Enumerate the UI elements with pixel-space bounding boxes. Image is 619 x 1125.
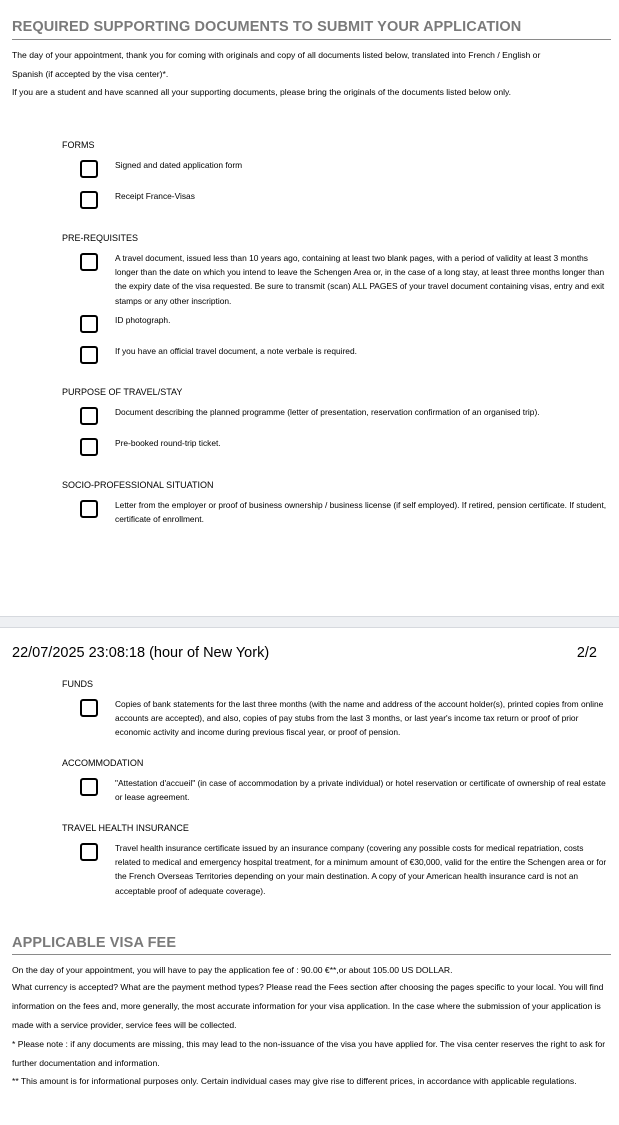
intro-line-2: Spanish (if accepted by the visa center)*. (12, 69, 169, 79)
checklist-item-label: Pre-booked round-trip ticket. (115, 438, 221, 448)
document-page-2 (0, 628, 619, 1125)
checkbox-id-photograph[interactable] (80, 315, 98, 333)
fee-paragraph-informational: ** This amount is for informational purposes only. Certain individual cases may give rise to different prices, in accordance with applicable regulations. (12, 1076, 577, 1086)
section-heading-forms: FORMS (62, 140, 95, 150)
checkbox-receipt-france-visas[interactable] (80, 191, 98, 209)
checkbox-planned-programme[interactable] (80, 407, 98, 425)
checkbox-application-form[interactable] (80, 160, 98, 178)
page-title: REQUIRED SUPPORTING DOCUMENTS TO SUBMIT YOUR APPLICATION (12, 19, 522, 35)
checkbox-bank-statements[interactable] (80, 699, 98, 717)
checkbox-round-trip-ticket[interactable] (80, 438, 98, 456)
timestamp: 22/07/2025 23:08:18 (hour of New York) (12, 645, 270, 661)
checklist-item-label: Letter from the employer or proof of business ownership / business license (if self employed). If retired, pension certificate. If student, certificate of enrollment. (115, 500, 607, 525)
intro-line-1: The day of your appointment, thank you for coming with originals and copy of all documents listed below, translated into French / English or (12, 50, 541, 60)
checklist-item-label: Copies of bank statements for the last three months (with the name and address of the account holder(s), printed copies from online accounts are accepted), and also, copies of pay stubs from the last 3 months, or last year's income tax return or proof of prior economic activity and income during previous fiscal year, or proof of pension. (115, 699, 604, 738)
checkbox-employer-letter[interactable] (80, 500, 98, 518)
checklist-item-label: A travel document, issued less than 10 years ago, containing at least two blank pages, with a period of validity at least 3 months longer than the date on which you intend to leave the Schengen Area or, in the case of a long stay, at least three months longer than the expiry date of the visa requested. Be sure to transmit (scan) ALL PAGES of your travel document containing visas, entry and exit stamps or any other inscription. (115, 253, 605, 306)
section-heading-purpose: PURPOSE OF TRAVEL/STAY (62, 387, 183, 397)
checklist-item-label: ID photograph. (115, 315, 171, 325)
title-divider (12, 39, 611, 40)
section-heading-socio-professional: SOCIO-PROFESSIONAL SITUATION (62, 480, 214, 490)
section-heading-accommodation: ACCOMMODATION (62, 758, 144, 768)
checklist-item-label: Document describing the planned programme (letter of presentation, reservation confirmation of an organised trip). (115, 407, 540, 417)
fee-line-1: On the day of your appointment, you will have to pay the application fee of : 90.00 €**,or about 105.00 US DOLLAR. (12, 965, 453, 975)
checkbox-note-verbale[interactable] (80, 346, 98, 364)
checkbox-travel-document[interactable] (80, 253, 98, 271)
page-separator (0, 616, 619, 628)
intro-line-3: If you are a student and have scanned all your supporting documents, please bring the originals of the documents listed below only. (12, 87, 512, 97)
section-heading-prerequisites: PRE-REQUISITES (62, 233, 139, 243)
page-number: 2/2 (576, 645, 597, 661)
checklist-item-label: If you have an official travel document, a note verbale is required. (115, 346, 357, 356)
fee-divider (12, 954, 611, 955)
fee-paragraph-missing-documents: * Please note : if any documents are missing, this may lead to the non-issuance of the visa you have applied for. The visa center reserves the right to ask for further documentation and information. (12, 1039, 606, 1068)
checklist-item-label: Travel health insurance certificate issued by an insurance company (covering any possible costs for medical repatriation, costs related to medical and emergency hospital treatment, for a minimum amount of €30,000, valid for the entire the Schengen area or for the French Overseas Territories depending on your main destination. A copy of your American health insurance card is not an acceptable proof of adequate coverage). (115, 843, 607, 896)
checklist-item-label: Signed and dated application form (115, 160, 243, 170)
checklist-item-label: Receipt France-Visas (115, 191, 195, 201)
checklist-item-label: "Attestation d'accueil" (in case of accommodation by a private individual) or hotel reservation or certificate of ownership of real estate or lease agreement. (115, 778, 606, 803)
section-heading-funds: FUNDS (62, 679, 93, 689)
fee-section-title: APPLICABLE VISA FEE (12, 935, 177, 951)
section-heading-insurance: TRAVEL HEALTH INSURANCE (62, 823, 189, 833)
fee-paragraph-currency: What currency is accepted? What are the payment method types? Please read the Fees section after choosing the pages specific to your local. You will find information on the fees and, more generally, the most accurate information for your visa application. In the case where the submission of your application is made with a service provider, service fees will be collected. (12, 982, 604, 1030)
checkbox-health-insurance[interactable] (80, 843, 98, 861)
checkbox-accommodation-proof[interactable] (80, 778, 98, 796)
